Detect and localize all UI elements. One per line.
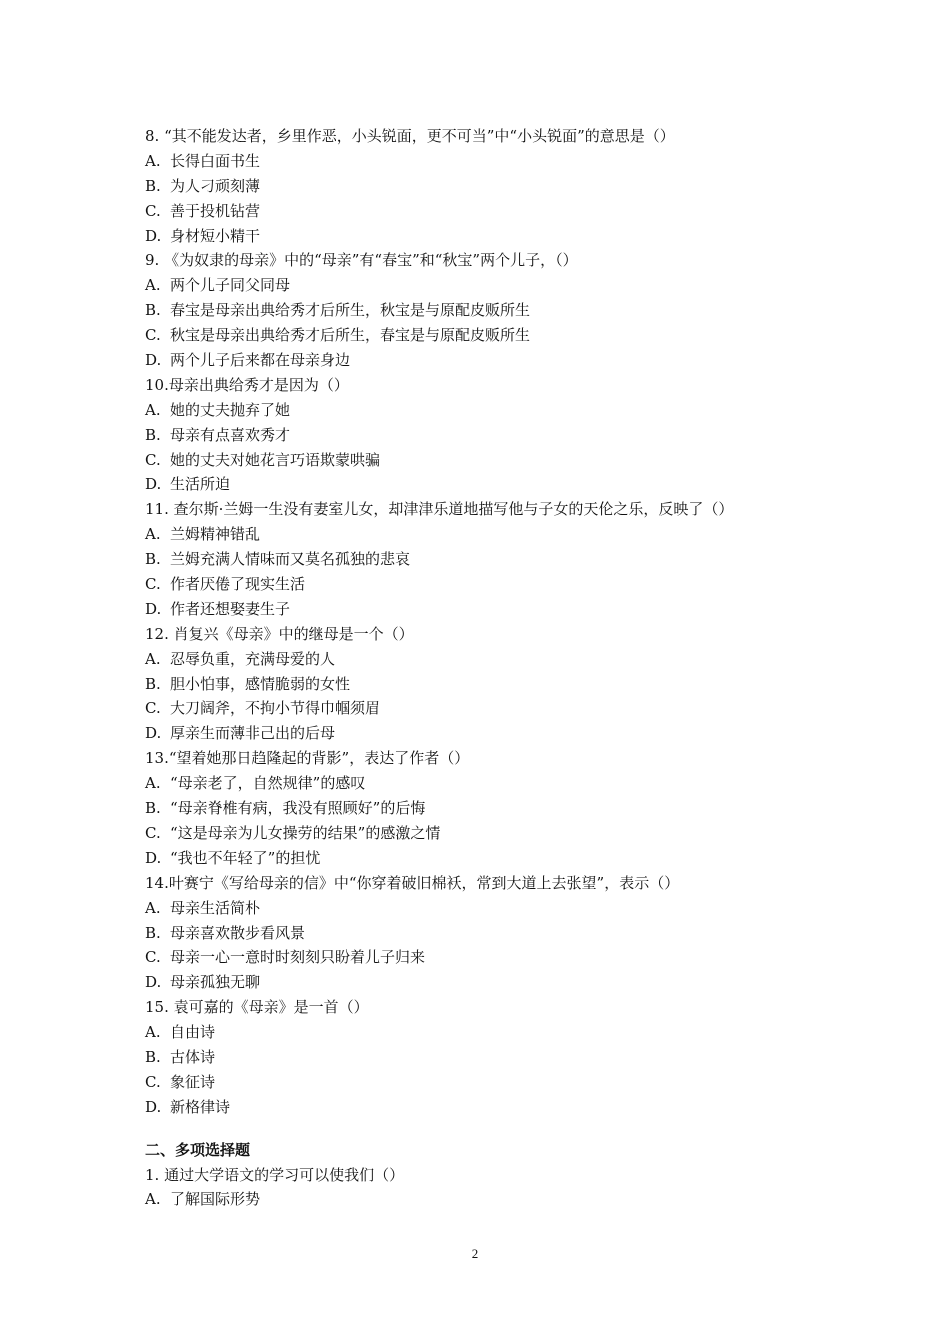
- option-text: 母亲孤独无聊: [170, 973, 261, 992]
- option-text: 母亲喜欢散步看风景: [170, 923, 306, 942]
- option-text: 象征诗: [170, 1072, 216, 1091]
- option-a: [145, 149, 825, 174]
- option-d: [145, 224, 825, 249]
- option-d: [145, 1095, 825, 1120]
- option-text: 身材短小精干: [170, 226, 261, 245]
- option-text: 两个儿子后来都在母亲身边: [170, 351, 351, 370]
- option-text: 大刀阔斧，不拘小节得巾帼须眉: [170, 699, 381, 718]
- option-a: [145, 647, 825, 672]
- option-text: 她的丈夫对她花言巧语欺蒙哄骗: [170, 450, 381, 469]
- question-stem: 1. 通过大学语文的学习可以使我们（）: [145, 1165, 405, 1184]
- option-text: 兰姆精神错乱: [170, 525, 261, 544]
- option-letter: D.: [145, 848, 162, 867]
- option-letter: D.: [145, 226, 162, 245]
- option-letter: C.: [145, 699, 161, 718]
- option-letter: D.: [145, 973, 162, 992]
- section-title: 二、多项选择题: [145, 1140, 251, 1159]
- option-letter: B.: [145, 425, 161, 444]
- option-text: “母亲脊椎有病，我没有照顾好”的后悔: [170, 799, 426, 818]
- option-text: 母亲有点喜欢秀才: [170, 425, 291, 444]
- option-c: [145, 323, 825, 348]
- option-letter: B.: [145, 1047, 161, 1066]
- option-letter: B.: [145, 923, 161, 942]
- option-c: [145, 945, 825, 970]
- option-letter: A.: [145, 276, 161, 295]
- option-letter: A.: [145, 774, 161, 793]
- option-a: [145, 1187, 825, 1212]
- option-text: “这是母亲为儿女操劳的结果”的感激之情: [170, 823, 441, 842]
- option-letter: A.: [145, 1190, 161, 1209]
- question-stem: 11. 查尔斯·兰姆一生没有妻室儿女，却津津乐道地描写他与子女的天伦之乐，反映了（）: [145, 500, 734, 519]
- option-text: 长得白面书生: [170, 151, 261, 170]
- option-letter: C.: [145, 575, 161, 594]
- option-b: [145, 921, 825, 946]
- option-a: [145, 522, 825, 547]
- option-letter: D.: [145, 724, 162, 743]
- option-letter: C.: [145, 326, 161, 345]
- page-content: [145, 124, 825, 1212]
- option-d: [145, 970, 825, 995]
- option-a: [145, 398, 825, 423]
- option-d: [145, 721, 825, 746]
- option-letter: D.: [145, 475, 162, 494]
- option-b: [145, 423, 825, 448]
- option-letter: B.: [145, 550, 161, 569]
- option-letter: B.: [145, 674, 161, 693]
- option-letter: B.: [145, 301, 161, 320]
- option-text: 母亲一心一意时时刻刻只盼着儿子归来: [170, 948, 426, 967]
- option-text: 秋宝是母亲出典给秀才后所生，春宝是与原配皮贩所生: [170, 326, 531, 345]
- option-letter: A.: [145, 1023, 161, 1042]
- option-text: “母亲老了，自然规律”的感叹: [170, 774, 366, 793]
- option-c: [145, 1070, 825, 1095]
- section-gap: [145, 1120, 825, 1138]
- option-d: [145, 846, 825, 871]
- option-text: 为人刁顽刻薄: [170, 176, 261, 195]
- option-text: 两个儿子同父同母: [170, 276, 291, 295]
- option-letter: C.: [145, 823, 161, 842]
- option-letter: A.: [145, 525, 161, 544]
- option-letter: C.: [145, 1072, 161, 1091]
- option-text: 胆小怕事，感情脆弱的女性: [170, 674, 351, 693]
- option-text: 她的丈夫抛弃了她: [170, 400, 291, 419]
- option-text: 作者厌倦了现实生活: [170, 575, 306, 594]
- question-stem: 12. 肖复兴《母亲》中的继母是一个（）: [145, 624, 414, 643]
- option-b: [145, 672, 825, 697]
- option-text: 春宝是母亲出典给秀才后所生，秋宝是与原配皮贩所生: [170, 301, 531, 320]
- option-c: [145, 448, 825, 473]
- option-letter: A.: [145, 649, 161, 668]
- page-number: 2: [471, 1246, 479, 1261]
- option-text: 新格律诗: [170, 1097, 231, 1116]
- option-b: [145, 547, 825, 572]
- option-letter: D.: [145, 1097, 162, 1116]
- option-a: [145, 771, 825, 796]
- option-text: 兰姆充满人情味而又莫名孤独的悲哀: [170, 550, 411, 569]
- option-letter: C.: [145, 948, 161, 967]
- option-letter: C.: [145, 450, 161, 469]
- option-c: [145, 572, 825, 597]
- option-letter: B.: [145, 176, 161, 195]
- option-b: [145, 174, 825, 199]
- option-b: [145, 1045, 825, 1070]
- question-stem: 10.母亲出典给秀才是因为（）: [145, 375, 349, 394]
- option-b: [145, 796, 825, 821]
- option-text: “我也不年轻了”的担忧: [170, 848, 321, 867]
- option-d: [145, 348, 825, 373]
- option-letter: A.: [145, 400, 161, 419]
- option-text: 古体诗: [170, 1047, 216, 1066]
- option-text: 善于投机钻营: [170, 201, 261, 220]
- option-d: [145, 472, 825, 497]
- option-b: [145, 298, 825, 323]
- option-text: 生活所迫: [170, 475, 231, 494]
- option-text: 忍辱负重，充满母爱的人: [170, 649, 336, 668]
- option-c: [145, 696, 825, 721]
- question-stem: 9. 《为奴隶的母亲》中的“母亲”有“春宝”和“秋宝”两个儿子，（）: [145, 251, 578, 270]
- option-letter: A.: [145, 151, 161, 170]
- option-letter: D.: [145, 351, 162, 370]
- question-stem: 13.“望着她那日趋隆起的背影”，表达了作者（）: [145, 749, 470, 768]
- option-d: [145, 597, 825, 622]
- option-c: [145, 821, 825, 846]
- option-text: 了解国际形势: [170, 1190, 261, 1209]
- option-text: 作者还想娶妻生子: [170, 599, 291, 618]
- question-stem: 14.叶赛宁《写给母亲的信》中“你穿着破旧棉袄，常到大道上去张望”，表示（）: [145, 873, 680, 892]
- option-text: 自由诗: [170, 1023, 216, 1042]
- option-a: [145, 896, 825, 921]
- option-letter: A.: [145, 898, 161, 917]
- option-c: [145, 199, 825, 224]
- question-stem: 8. “其不能发达者，乡里作恶，小头锐面，更不可当”中“小头锐面”的意思是（）: [145, 127, 675, 145]
- option-letter: D.: [145, 599, 162, 618]
- option-text: 厚亲生而薄非己出的后母: [170, 724, 336, 743]
- option-text: 母亲生活简朴: [170, 898, 261, 917]
- question-stem: 15. 袁可嘉的《母亲》是一首（）: [145, 998, 369, 1017]
- option-letter: C.: [145, 201, 161, 220]
- option-letter: B.: [145, 799, 161, 818]
- option-a: [145, 1020, 825, 1045]
- option-a: [145, 273, 825, 298]
